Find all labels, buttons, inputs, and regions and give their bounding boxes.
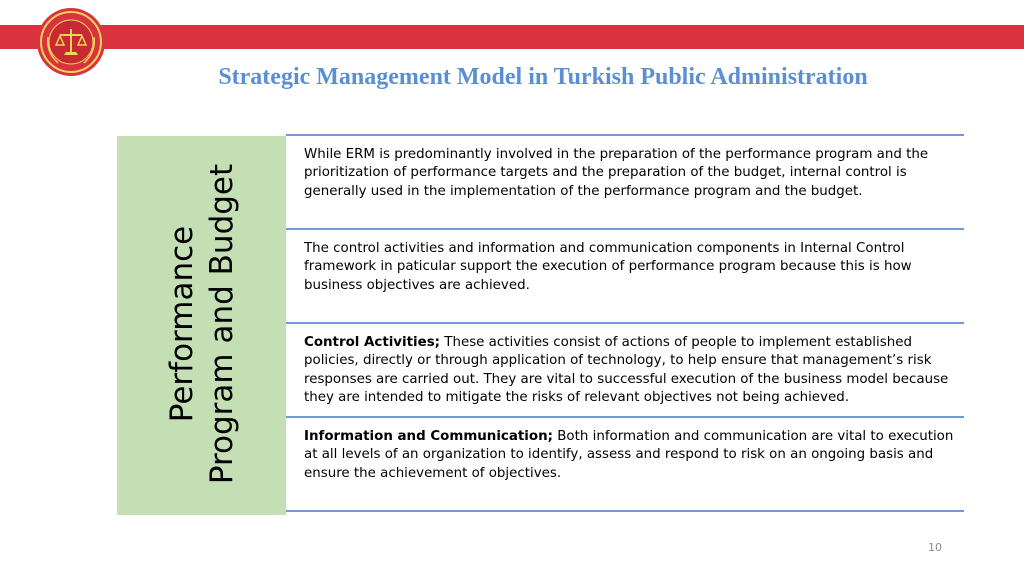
row-text: Both information and communication are vital to execution at all levels of an organization to identify, assess and respond to risk on an ongoing basis and ensure the achievement of objectives. — [304, 429, 954, 481]
table-row — [286, 322, 964, 416]
page-title: Strategic Management Model in Turkish Public Administration — [218, 64, 868, 90]
side-label-line1: Performance — [164, 225, 200, 423]
header-band — [0, 25, 1024, 49]
row-lead: Control Activities; — [304, 335, 441, 350]
page-number: 10 — [928, 541, 942, 554]
table-row — [286, 134, 964, 228]
table-row — [286, 416, 964, 512]
table-row — [286, 228, 964, 322]
row-text: The control activities and information and communication components in Internal Control framework in paticular support the execution of performance program because this is how business objectives are achieved. — [304, 241, 912, 293]
side-panel-label — [162, 139, 242, 509]
side-label-line2: Program and Budget — [204, 163, 240, 485]
row-text: While ERM is predominantly involved in the preparation of the performance program and the prioritization of performance targets and the preparation of the budget, internal control is generally used in the implementation of the performance program and the budget. — [304, 147, 929, 199]
content-table — [286, 134, 964, 512]
row-lead: Information and Communication; — [304, 429, 553, 444]
row-text: These activities consist of actions of people to implement established policies, directly or through application of technology, to help ensure that management’s risk responses are carried out. They are vital to successful execution of the business model because they are intended to mitigate the risks of relevant objectives not being achieved. — [304, 335, 949, 406]
